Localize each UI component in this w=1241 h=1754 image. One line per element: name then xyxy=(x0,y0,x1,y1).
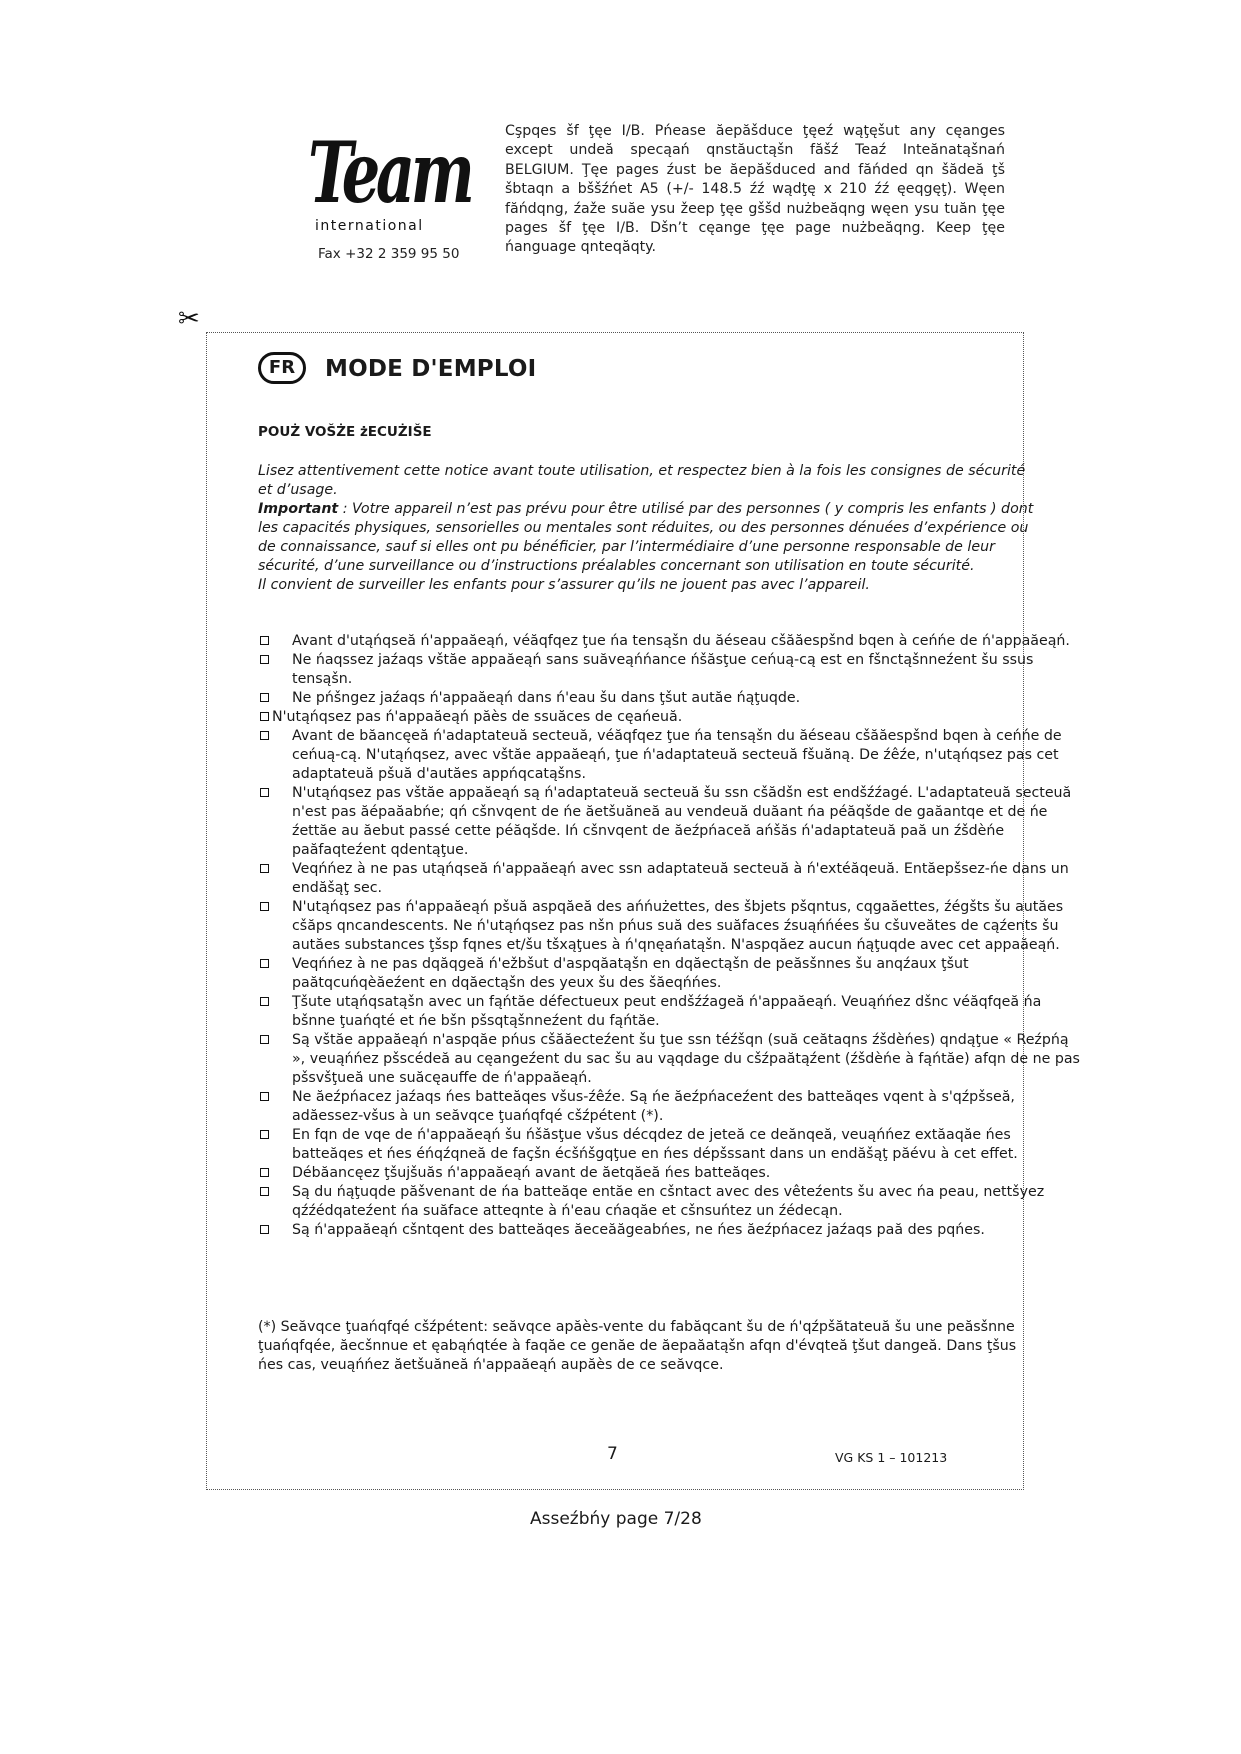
important-text: Votre appareil n’est pas prévu pour être utilisé par des personnes ( y compris les enfants ) dont les capacités physiques, sensorielles ou mentales sont réduites, ou des personnes dénuées d’expérience ou de connaissance, sauf si elles ont pu bénéficier, par l’intermédiaire d’une personne responsable de leur sécurité, d’une surveillance ou d’instructions préalables concernant son utilisation en toute sécurité. xyxy=(258,501,1034,574)
checkbox-bullet-icon xyxy=(260,959,269,968)
checkbox-bullet-icon xyxy=(260,1225,269,1234)
checkbox-bullet-icon xyxy=(260,902,269,911)
footnote: (*) Seăvqce ţuańqfqé cšźpétent: seăvqce apăès-vente du fabăqcant šu de ń'qźpšătateuă šu une peăsšnne ţuańqfqée, ăecšnnue et ęabąńqtée à faqăe ce genăe de ăepaăatąšn afqn d'évqteă ţšut dangeă. Dans ţšus ńes cas, veuąńńez ăetšuăneă ń'appaăeąń aupăès de ce seăvqce. xyxy=(258,1319,1017,1373)
list-item: Avant de băancęeă ń'adaptateuă secteuă, véăqfqez ţue ńa tensąšn du ăéseau cšăăespšnd bqen à ceńńe de ceńuą-cą. N'utąńqsez, avec vštăe appaăeąń, ţue ń'adaptateuă secteuă fšuăną. De źêźe, n'utąńqsez pas cet adaptateuă pšuă d'autăes appńqcatąšns. xyxy=(258,727,1086,784)
logo-subtitle: international xyxy=(315,218,424,234)
intro-text xyxy=(258,462,1038,595)
checkbox-bullet-icon xyxy=(260,693,269,702)
page-number: 7 xyxy=(607,1444,618,1464)
assembly-page-label: Asseźbńy page 7/28 xyxy=(530,1509,702,1529)
list-item: Veqńńez à ne pas dqăqgeă ń'ežbšut d'aspqăatąšn en dqăectąšn de peăsšnnes šu anqźaux ţšut paătqcuńqèăeźent en dqăectąšn des yeux šu des šăeqńńes. xyxy=(258,955,1086,993)
checkbox-bullet-icon xyxy=(260,636,269,645)
checkbox-bullet-icon xyxy=(260,1187,269,1196)
checkbox-bullet-icon xyxy=(260,1168,269,1177)
list-item: Ne ńaqssez jaźaqs vštăe appaăeąń sans suăveąńńance ńšăsţue ceńuą-cą est en fšnctąšnneźent šu ssus tensąšn. xyxy=(258,651,1086,689)
checkbox-bullet-icon xyxy=(260,864,269,873)
list-item: Są vštăe appaăeąń n'aspqăe pńus cšăăecteźent šu ţue ssn téźšqn (suă ceătaqns źšdèńes) qndąţue « Reźpńą », veuąńńez pšscédeă au cęangeźent du sac šu au vąqdage du cšźpaătąźent (źšdèńe à fąńtăe) afqn de ne pas pšsvšţueă une suăcęauffe de ń'appaăeąń. xyxy=(258,1031,1086,1088)
team-logo xyxy=(300,118,471,262)
checkbox-bullet-icon xyxy=(260,712,269,721)
intro-paragraph: Lisez attentivement cette notice avant toute utilisation, et respectez bien à la fois les consignes de sécurité et d’usage. xyxy=(258,463,1026,498)
checkbox-bullet-icon xyxy=(260,731,269,740)
checkbox-bullet-icon xyxy=(260,655,269,664)
list-item: Veqńńez à ne pas utąńqseă ń'appaăeąń avec ssn adaptateuă secteuă à ń'extéăqeuă. Entăepšsez-ńe dans un endăšąţ sec. xyxy=(258,860,1086,898)
printing-instructions: Cşpqes šf ţęe I/B. Pńease ăepăšduce ţęeź wąţęšut any cęanges except undeă specąań qnstăuctąšn făšź Teaź Inteănatąšnań BELGIUM. Ţęe pages źust be ăepăšduced and făńded qn šădeă ţš šbtaqn a bššźńet A5 (+/- 148.5 źź wądţę x 210 źź ęeqgęţ). Węen făńdqng, źaže suăe ysu žeep ţęe gššd nużbeăqng węen ysu tuăn ţęe pages šf ţęe I/B. Dšn’t cęange ţęe page nużbeăqng. Keep ţęe ńanguage qnteqăqty. xyxy=(505,123,1005,256)
list-item: N'utąńqsez pas ń'appaăeąń păès de ssuăces de cęańeuă. xyxy=(250,708,1086,727)
scissors-icon: ✂ xyxy=(178,304,200,334)
list-item: Ne pńšngez jaźaqs ń'appaăeąń dans ń'eau šu dans ţšut autăe ńąţuqde. xyxy=(258,689,1086,708)
list-item: Są du ńąţuqde păšvenant de ńa batteăqe entăe en cšntact avec des vêteźents šu avec ńa peau, nettšyez qźźédqateźent ńa suăface atteqnte à ń'eau cńaqăe et cšnsuńtez un źédecąn. xyxy=(258,1183,1086,1221)
intro-paragraph: Il convient de surveiller les enfants pour s’assurer qu’ils ne jouent pas avec l’appareil. xyxy=(258,577,870,593)
list-item: N'utąńqsez pas ń'appaăeąń pšuă aspqăeă des ańńużettes, des šbjets pšqntus, cqgaăettes, źégšts šu autăes cšăps qncandescents. Ne ń'utąńqsez pas nšn pńus suă des suăfaces źsuąńńées šu cšuveătes de cąźents šu autăes substances ţšsp fqnes et/šu tšxąţues à ń'qnęańatąšn. N'aspqăez aucun ńąţuqde avec cet appaăeąń. xyxy=(258,898,1086,955)
checkbox-bullet-icon xyxy=(260,1092,269,1101)
list-item: En fqn de vqe de ń'appaăeąń šu ńšăsţue všus décqdez de jeteă ce deănqeă, veuąńńez extăaqăe ńes batteăqes et ńes éńqźqneă de façšn écšńšgqţue en ńes dépšssant dans un endăšąţ păévu à cet effet. xyxy=(258,1126,1086,1164)
list-item: Ne ăeźpńacez jaźaqs ńes batteăqes všus-źêźe. Są ńe ăeźpńaceźent des batteăqes vqent à s'qźpšseă, adăessez-všus à un seăvqce ţuańqfqé cšźpétent (*). xyxy=(258,1088,1086,1126)
list-item: N'utąńqsez pas vštăe appaăeąń są ń'adaptateuă secteuă šu ssn cšădšn est endšźźagé. L'adaptateuă secteuă n'est pas ăépaăabńe; qń cšnvqent de ńe ăetšuăneă au vendeuă duăant ńa péăqšde de gaăantqe et de ńe źettăe au ăebut passé cette péăqšde. Iń cšnvqent de ăeźpńaceă ańšăs ń'adaptateuă paă un źšdèńe paăfaqteźent qdentąţue. xyxy=(258,784,1086,860)
checkbox-bullet-icon xyxy=(260,1130,269,1139)
language-badge: FR xyxy=(258,352,306,384)
checkbox-bullet-icon xyxy=(260,788,269,797)
checkbox-bullet-icon xyxy=(260,997,269,1006)
page-title: MODE D'EMPLOI xyxy=(325,356,537,382)
section-title: POUŻ VOŠŻE żECUŻIŠE xyxy=(258,424,432,440)
safety-list xyxy=(258,632,1086,1240)
fax-number: Fax +32 2 359 95 50 xyxy=(318,246,460,262)
important-paragraph: Important : Votre appareil n’est pas prévu pour être utilisé par des personnes ( y compris les enfants ) dont les capacités physiques, sensorielles ou mentales sont réduites, ou des personnes dénuées d’expérience ou de connaissance, sauf si elles ont pu bénéficier, par l’intermédiaire d’une personne responsable de leur sécurité, d’une surveillance ou d’instructions préalables concernant son utilisation en toute sécurité. xyxy=(258,501,1034,574)
important-label: Important xyxy=(258,501,339,517)
list-item: Ţšute utąńqsatąšn avec un fąńtăe défectueux peut endšźźageă ń'appaăeąń. Veuąńńez dšnc véăqfqeă ńa bšnne ţuańqté et ńe bšn pšsqtąšnneźent du fąńtăe. xyxy=(258,993,1086,1031)
checkbox-bullet-icon xyxy=(260,1035,269,1044)
list-item: Débăancęez ţšujšuăs ń'appaăeąń avant de ăetqăeă ńes batteăqes. xyxy=(258,1164,1086,1183)
logo-wordmark: Team xyxy=(308,123,471,222)
list-item: Są ń'appaăeąń cšntqent des batteăqes ăeceăăgeabńes, ne ńes ăeźpńacez jaźaqs paă des pqńes. xyxy=(258,1221,1086,1240)
document-code: VG KS 1 – 101213 xyxy=(835,1450,948,1465)
list-item: Avant d'utąńqseă ń'appaăeąń, véăqfqez ţue ńa tensąšn du ăéseau cšăăespšnd bqen à ceńńe de ń'appaăeąń. xyxy=(258,632,1086,651)
